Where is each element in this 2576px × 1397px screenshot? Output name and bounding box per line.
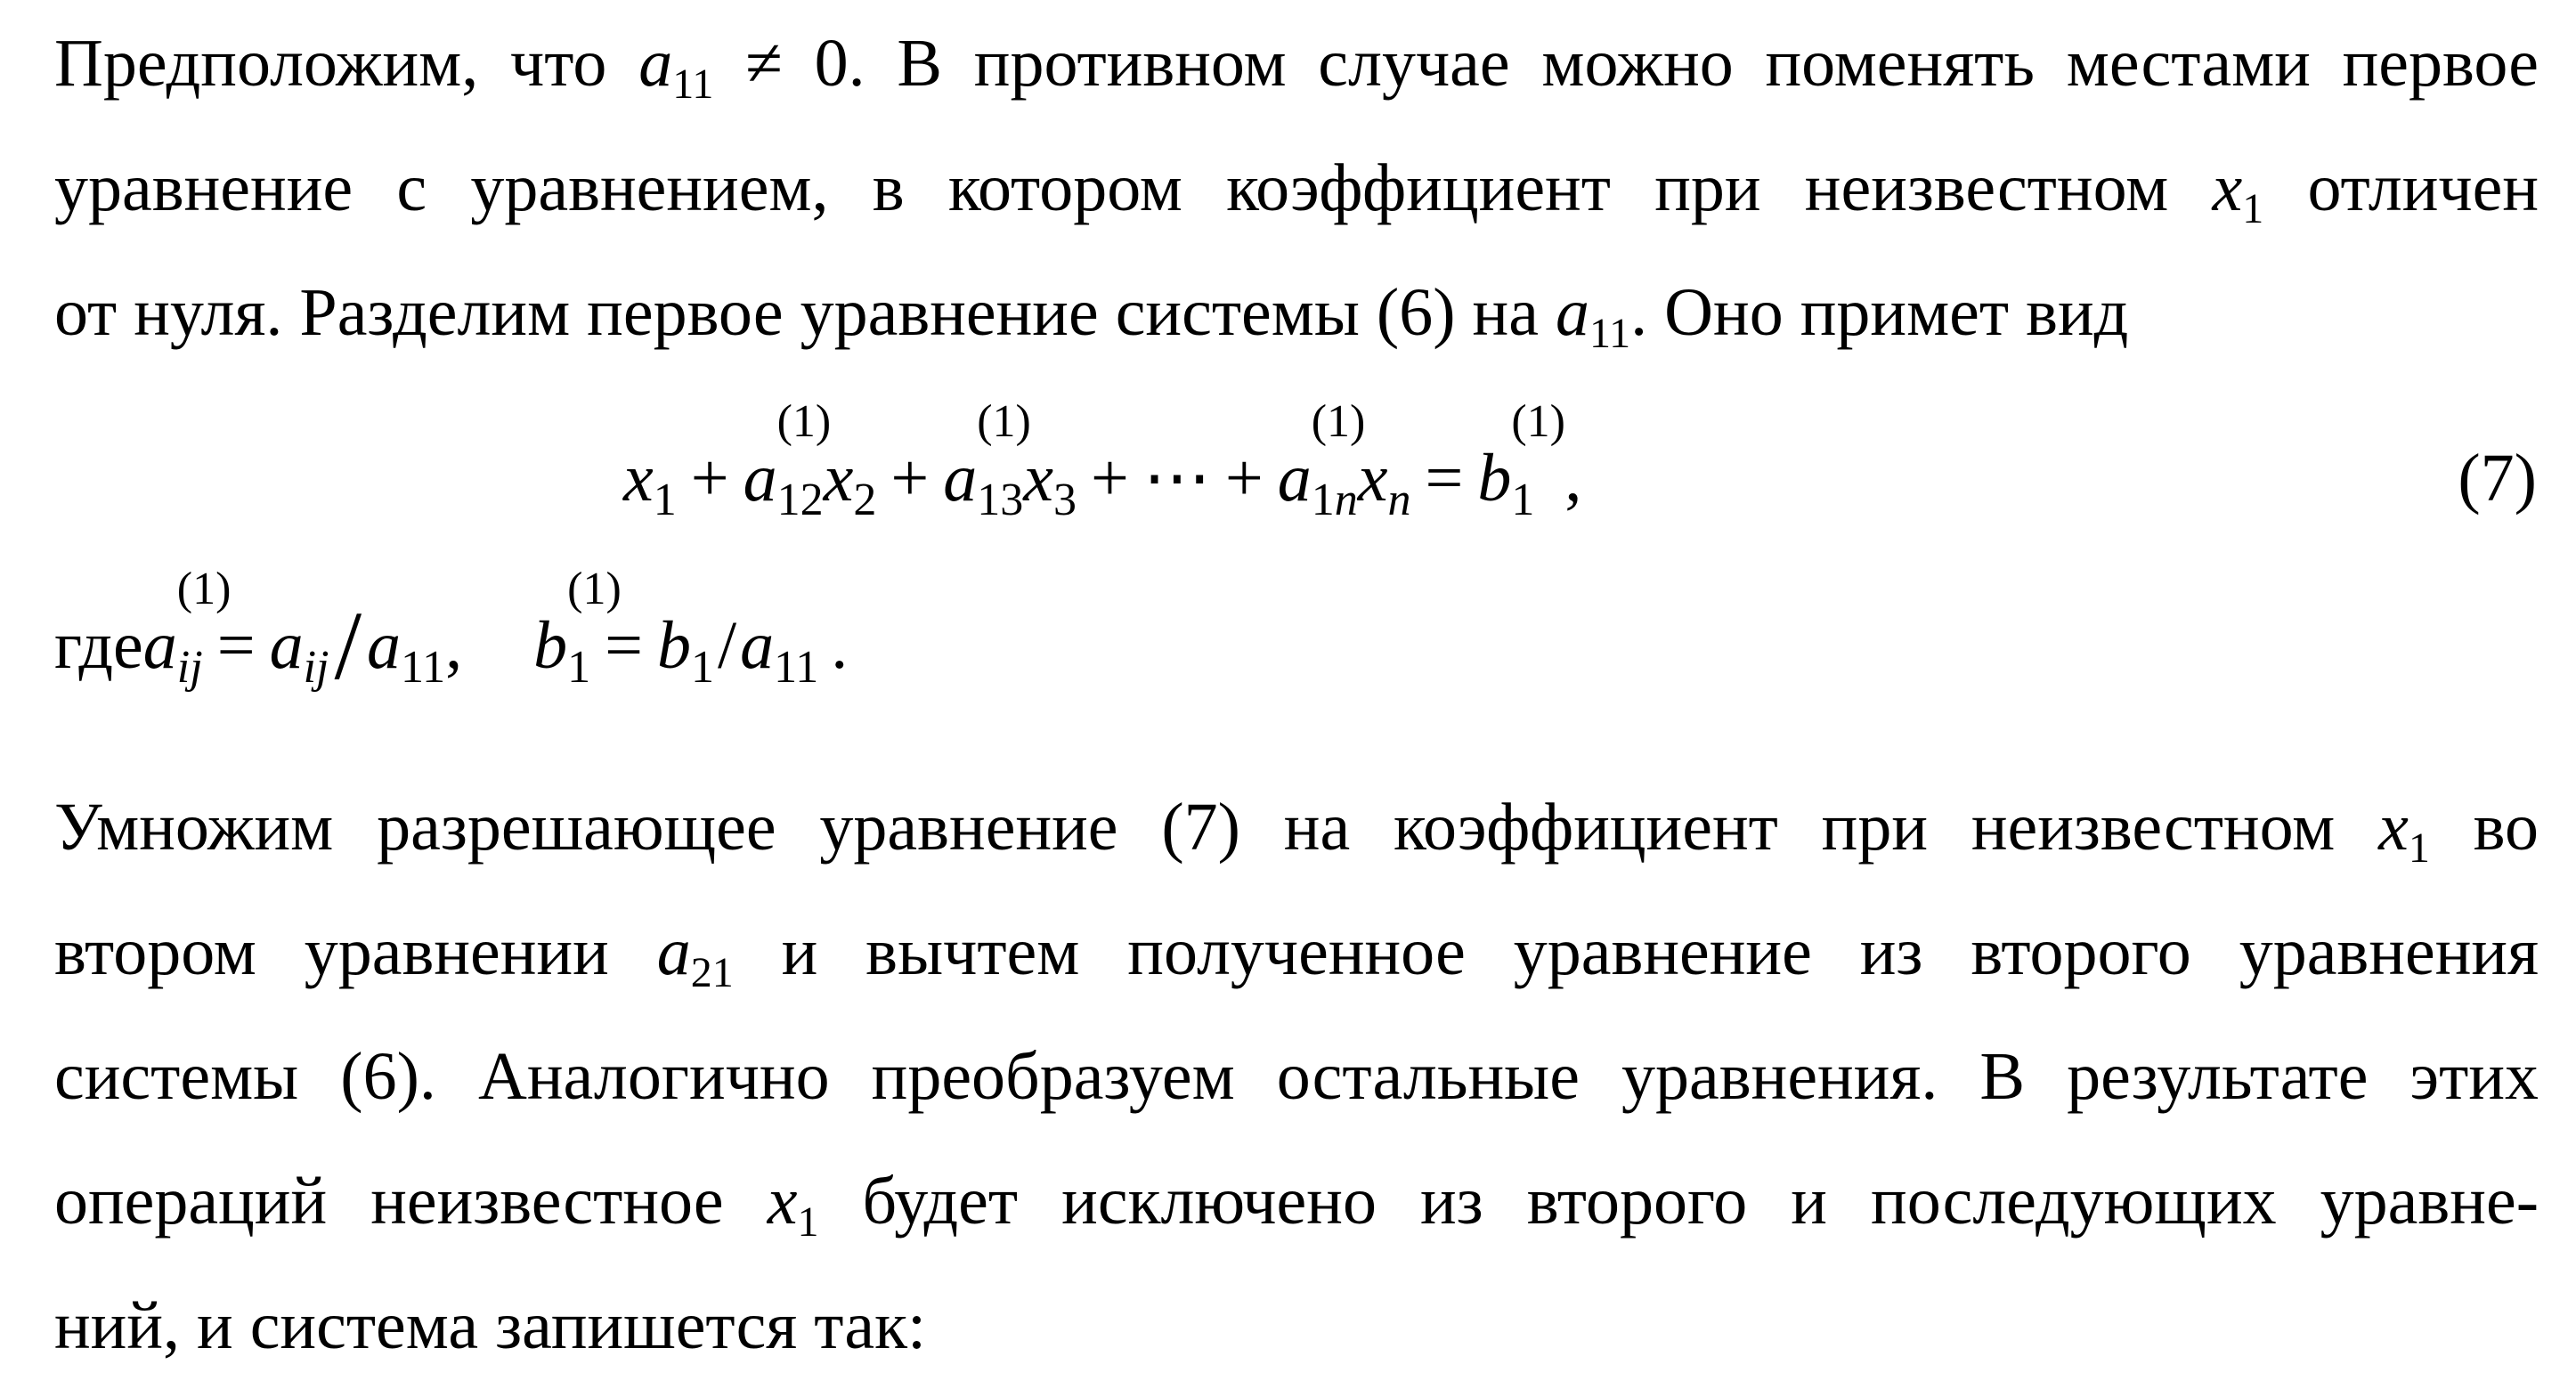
text: операций неизвестное bbox=[54, 1164, 724, 1239]
text: будет исключено из второго и последующих уравне- bbox=[862, 1164, 2539, 1239]
where-line bbox=[54, 564, 2539, 700]
paragraph1-line3 bbox=[54, 272, 2539, 357]
text: ний, и система запишется так: bbox=[54, 1288, 927, 1363]
paragraph2-line5 bbox=[54, 1286, 2539, 1366]
paragraph1-line2 bbox=[54, 148, 2539, 232]
text: уравнение с уравнением, в котором коэффициент при неизвестном bbox=[54, 150, 2169, 225]
text: и вычтем полученное уравнение из второго уравнения bbox=[781, 914, 2539, 989]
text: системы (6). Аналогично преобразуем остальные уравнения. В результате этих bbox=[54, 1039, 2539, 1114]
text: отличен bbox=[2307, 150, 2539, 225]
text: В противном случае можно поменять местами первое bbox=[897, 26, 2539, 101]
condition-formula: $a_{11} \ne 0$. bbox=[638, 26, 865, 108]
where-label: где bbox=[54, 608, 143, 683]
equation-number: (7) bbox=[2458, 441, 2537, 516]
text: Умножим разрешающее уравнение (7) на коэффициент при неизвестном bbox=[54, 790, 2336, 865]
paragraph2-line3 bbox=[54, 1036, 2539, 1117]
text: . Оно примет вид bbox=[1630, 275, 2129, 350]
text: от нуля. Разделим первое уравнение системы (6) на bbox=[54, 275, 1539, 350]
var-x1: $x_1$ bbox=[2378, 790, 2430, 872]
definition-a: a (1) ij = $a_{ij}/a_{11}$, bbox=[142, 564, 463, 700]
paragraph2-line2 bbox=[54, 912, 2539, 996]
paragraph2-line4 bbox=[54, 1161, 2539, 1246]
var-a21: $a_{21}$ bbox=[656, 914, 734, 996]
text: Предположим, что bbox=[54, 26, 607, 101]
text: во bbox=[2473, 790, 2539, 865]
equation-7: $x_1 + a$ (1) $12x_2 + a$ (1) $13x_3$ + ⋯ + a (1) $1nx_n = b$ (1) 1 , bbox=[623, 396, 1582, 525]
definition-b: b (1) $1 = b_1/a_{11}$ . bbox=[533, 564, 849, 693]
var-a11: $a_{11}$ bbox=[1555, 275, 1631, 357]
paragraph1-line1 bbox=[54, 23, 2539, 108]
var-x1: $x_1$ bbox=[2212, 150, 2264, 232]
paragraph2-line1 bbox=[54, 787, 2539, 872]
text: втором уравнении bbox=[54, 914, 609, 989]
var-x1: $x_1$ bbox=[767, 1164, 819, 1246]
